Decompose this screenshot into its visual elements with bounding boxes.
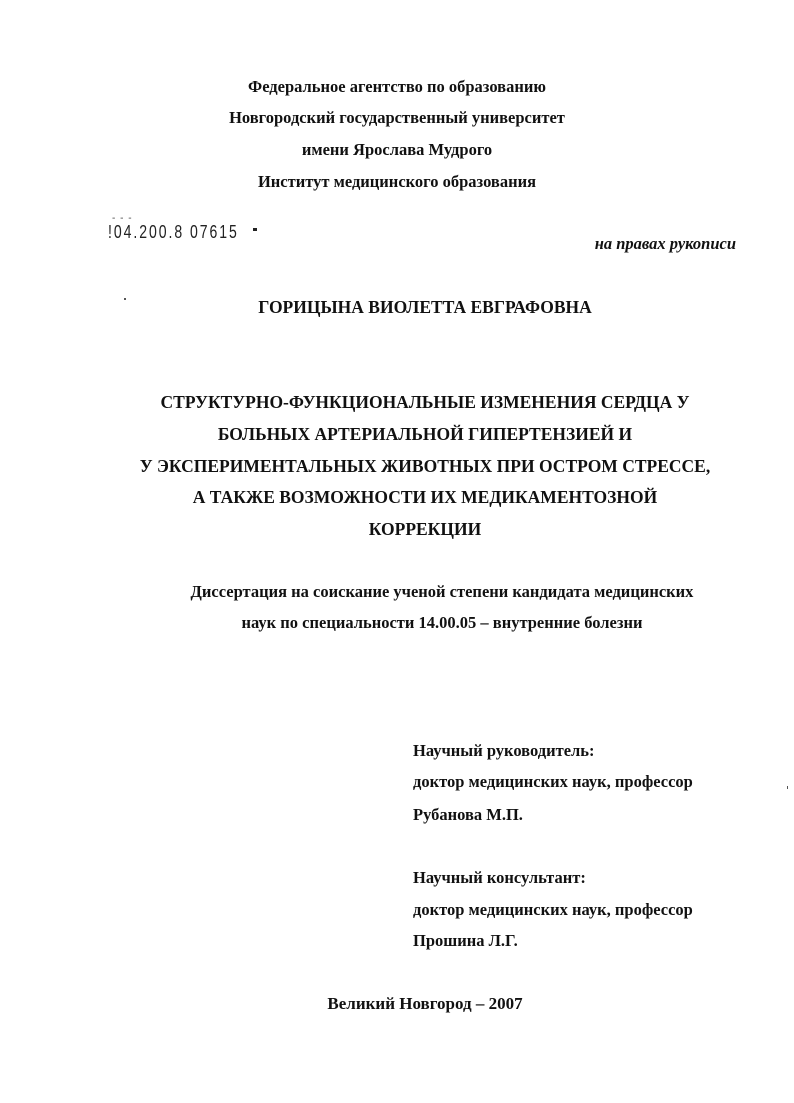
manuscript-note: на правах рукописи bbox=[594, 234, 736, 253]
consultant-role: Научный консультант: bbox=[413, 868, 586, 887]
description-line: Диссертация на соискание ученой степени кандидата медицинских bbox=[190, 582, 694, 601]
university-honorific: имени Ярослава Мудрого bbox=[301, 140, 493, 159]
supervisor-degree: доктор медицинских наук, профессор bbox=[413, 772, 693, 791]
consultant-name: Прошина Л.Г. bbox=[413, 931, 518, 950]
scan-speck bbox=[787, 786, 788, 789]
author-name: ГОРИЦЫНА ВИОЛЕТТА ЕВГРАФОВНА bbox=[258, 297, 592, 317]
title-line: У ЭКСПЕРИМЕНТАЛЬНЫХ ЖИВОТНЫХ ПРИ ОСТРОМ СТРЕССЕ, bbox=[139, 456, 711, 476]
consultant-degree: доктор медицинских наук, профессор bbox=[413, 900, 693, 919]
city-year: Великий Новгород – 2007 bbox=[327, 994, 523, 1013]
title-line: БОЛЬНЫХ АРТЕРИАЛЬНОЙ ГИПЕРТЕНЗИЕЙ И bbox=[217, 424, 633, 444]
description-line: наук по специальности 14.00.05 – внутренние болезни bbox=[241, 613, 643, 632]
title-line: СТРУКТУРНО-ФУНКЦИОНАЛЬНЫЕ ИЗМЕНЕНИЯ СЕРДЦА У bbox=[160, 392, 690, 412]
title-line: КОРРЕКЦИИ bbox=[368, 519, 482, 539]
institute-name: Институт медицинского образования bbox=[257, 172, 537, 191]
stamp-mark bbox=[253, 228, 257, 231]
library-stamp-number: !04.200.8 07615 bbox=[108, 222, 239, 242]
university-name: Новгородский государственный университет bbox=[229, 108, 565, 127]
agency-name: Федеральное агентство по образованию bbox=[248, 77, 546, 96]
stamp-dots: - - - bbox=[112, 213, 133, 224]
title-line: А ТАКЖЕ ВОЗМОЖНОСТИ ИХ МЕДИКАМЕНТОЗНОЙ bbox=[192, 487, 658, 507]
supervisor-role: Научный руководитель: bbox=[413, 741, 595, 760]
supervisor-name: Рубанова М.П. bbox=[413, 805, 523, 824]
